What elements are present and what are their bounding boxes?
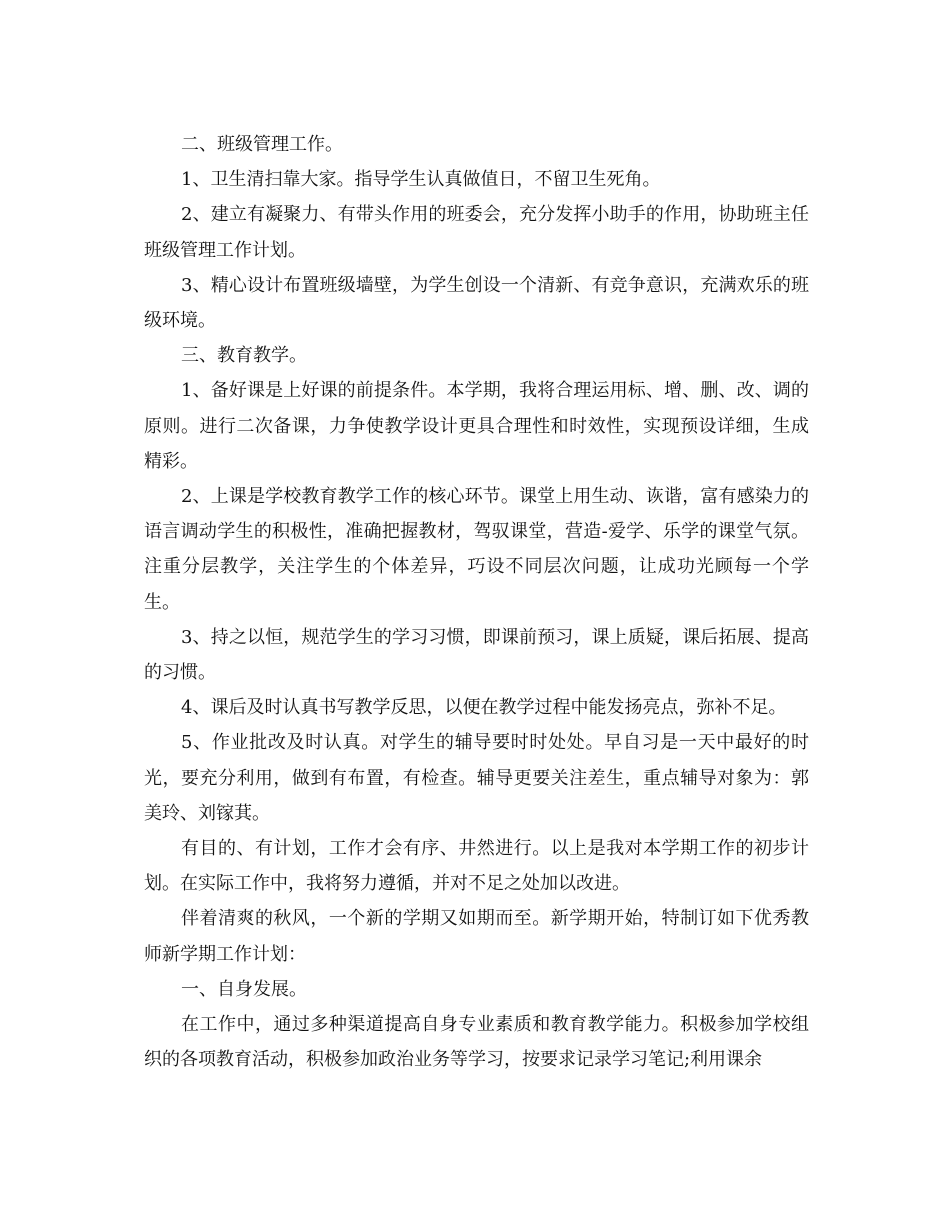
paragraph: 1、备好课是上好课的前提条件。本学期，我将合理运用标、增、删、改、调的原则。进行二次备课，力争使教学设计更具合理性和时效性，实现预设详细，生成精彩。 — [144, 380, 809, 472]
paragraph: 伴着清爽的秋风，一个新的学期又如期而至。新学期开始，特制订如下优秀教师新学期工作计划： — [144, 908, 809, 965]
paragraph: 2、上课是学校教育教学工作的核心环节。课堂上用生动、诙谐，富有感染力的语言调动学生的积极性，准确把握教材，驾驭课堂，营造-爱学、乐学的课堂气氛。注重分层教学，关注学生的个体差异，巧设不同层次问题，让成功光顾每一个学生。 — [144, 486, 809, 613]
paragraph: 有目的、有计划，工作才会有序、井然进行。以上是我对本学期工作的初步计划。在实际工作中，我将努力遵循，并对不足之处加以改进。 — [144, 838, 809, 895]
section-heading-teaching: 三、教育教学。 — [181, 345, 307, 367]
paragraph: 在工作中，通过多种渠道提高自身专业素质和教育教学能力。积极参加学校组织的各项教育活动，积极参加政治业务等学习，按要求记录学习笔记;利用课余 — [144, 1014, 809, 1071]
section-heading-self-development: 一、自身发展。 — [181, 978, 307, 1000]
paragraph: 2、建立有凝聚力、有带头作用的班委会，充分发挥小助手的作用，协助班主任班级管理工作计划。 — [144, 204, 809, 261]
paragraph: 3、持之以恒，规范学生的学习习惯，即课前预习，课上质疑，课后拓展、提高的习惯。 — [144, 626, 809, 684]
paragraph: 4、课后及时认真书写教学反思，以便在教学过程中能发扬亮点，弥补不足。 — [181, 697, 787, 719]
paragraph: 5、作业批改及时认真。对学生的辅导要时时处处。早自习是一天中最好的时光，要充分利用，做到有布置，有检查。辅导更要关注差生，重点辅导对象为：郭美玲、刘镓萁。 — [144, 732, 809, 824]
paragraph: 1、卫生清扫靠大家。指导学生认真做值日，不留卫生死角。 — [181, 169, 661, 191]
section-heading-class-management: 二、班级管理工作。 — [181, 134, 343, 155]
document-body — [144, 127, 809, 1077]
paragraph: 3、精心设计布置班级墙壁，为学生创设一个清新、有竞争意识，充满欢乐的班级环境。 — [144, 274, 809, 332]
